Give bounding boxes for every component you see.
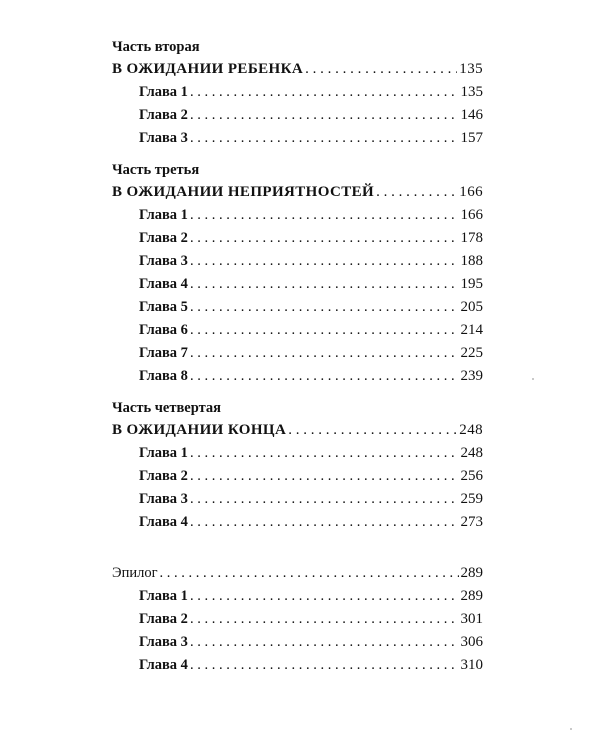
chapter-title: Глава 1: [139, 445, 188, 461]
chapter-title: Глава 4: [139, 657, 188, 673]
dot-leader: [190, 511, 459, 534]
dot-leader: [190, 654, 459, 677]
spacer: [112, 150, 483, 159]
dot-leader: [160, 562, 459, 585]
chapter-title: Глава 8: [139, 368, 188, 384]
page-number: 166: [460, 207, 483, 223]
page-number: 289: [460, 588, 483, 604]
chapter-entry[interactable]: [112, 227, 483, 250]
chapter-title: Глава 4: [139, 276, 188, 292]
dot-leader: [288, 419, 457, 442]
dot-leader: [190, 585, 459, 608]
dot-leader: [190, 488, 459, 511]
dot-leader: [190, 127, 459, 150]
page-number: 188: [460, 253, 483, 269]
dot-leader: [190, 319, 459, 342]
chapter-entry[interactable]: [112, 585, 483, 608]
page-number: 310: [460, 657, 483, 673]
dot-leader: [190, 465, 459, 488]
chapter-entry[interactable]: [112, 127, 483, 150]
dot-leader: [376, 181, 457, 204]
dot-leader: [190, 81, 459, 104]
page-number: 225: [460, 345, 483, 361]
epilog: [112, 562, 483, 677]
page-number: 135: [459, 61, 483, 77]
page-number: 289: [460, 565, 483, 581]
chapter-title: Глава 1: [139, 207, 188, 223]
chapter-entry[interactable]: [112, 442, 483, 465]
dot-leader: [305, 58, 457, 81]
dot-leader: [190, 442, 459, 465]
chapter-entry[interactable]: [112, 342, 483, 365]
table-of-contents: [112, 36, 483, 677]
chapter-entry[interactable]: [112, 204, 483, 227]
chapter-entry[interactable]: [112, 273, 483, 296]
section-title: В ОЖИДАНИИ РЕБЕНКА: [112, 61, 304, 77]
chapter-title: Глава 1: [139, 84, 188, 100]
dot-leader: [190, 273, 459, 296]
dot-leader: [190, 296, 459, 319]
spacer: [112, 534, 483, 562]
chapter-entry[interactable]: [112, 250, 483, 273]
section-title: Эпилог: [112, 565, 158, 581]
section-entry[interactable]: [112, 181, 483, 204]
scan-speck: [532, 378, 534, 380]
chapter-entry[interactable]: [112, 81, 483, 104]
chapter-entry[interactable]: [112, 319, 483, 342]
chapter-title: Глава 7: [139, 345, 188, 361]
section-title: В ОЖИДАНИИ КОНЦА: [112, 422, 287, 438]
section-title: В ОЖИДАНИИ НЕПРИЯТНОСТЕЙ: [112, 184, 375, 200]
scan-speck: [570, 728, 572, 730]
part-four: [112, 397, 483, 534]
page-number: 248: [459, 422, 483, 438]
chapter-entry[interactable]: [112, 631, 483, 654]
chapter-entry[interactable]: [112, 511, 483, 534]
page-number: 146: [460, 107, 483, 123]
chapter-entry[interactable]: [112, 488, 483, 511]
section-entry[interactable]: [112, 562, 483, 585]
chapter-title: Глава 3: [139, 130, 188, 146]
page-number: 205: [460, 299, 483, 315]
dot-leader: [190, 365, 459, 388]
chapter-entry[interactable]: [112, 104, 483, 127]
chapter-title: Глава 3: [139, 491, 188, 507]
dot-leader: [190, 608, 459, 631]
spacer: [112, 388, 483, 397]
page-number: 157: [460, 130, 483, 146]
chapter-entry[interactable]: [112, 365, 483, 388]
section-entry[interactable]: [112, 419, 483, 442]
chapter-title: Глава 2: [139, 230, 188, 246]
page-number: 256: [460, 468, 483, 484]
page-number: 214: [460, 322, 483, 338]
chapter-title: Глава 2: [139, 468, 188, 484]
chapter-title: Глава 4: [139, 514, 188, 530]
part-three: [112, 159, 483, 388]
dot-leader: [190, 250, 459, 273]
dot-leader: [190, 631, 459, 654]
part-two: [112, 36, 483, 150]
dot-leader: [190, 342, 459, 365]
chapter-title: Глава 2: [139, 107, 188, 123]
page-number: 301: [460, 611, 483, 627]
chapter-title: Глава 6: [139, 322, 188, 338]
chapter-entry[interactable]: [112, 608, 483, 631]
page-number: 273: [460, 514, 483, 530]
chapter-title: Глава 3: [139, 634, 188, 650]
part-label: Часть третья: [112, 162, 200, 178]
chapter-entry[interactable]: [112, 654, 483, 677]
chapter-entry[interactable]: [112, 465, 483, 488]
page-number: 259: [460, 491, 483, 507]
chapter-entry[interactable]: [112, 296, 483, 319]
chapter-title: Глава 1: [139, 588, 188, 604]
part-label: Часть вторая: [112, 39, 200, 55]
dot-leader: [190, 104, 459, 127]
page-number: 135: [460, 84, 483, 100]
section-entry[interactable]: [112, 58, 483, 81]
page-number: 239: [460, 368, 483, 384]
chapter-title: Глава 3: [139, 253, 188, 269]
page-number: 195: [460, 276, 483, 292]
page-number: 248: [460, 445, 483, 461]
chapter-title: Глава 5: [139, 299, 188, 315]
chapter-title: Глава 2: [139, 611, 188, 627]
page-number: 306: [460, 634, 483, 650]
page-number: 166: [459, 184, 483, 200]
dot-leader: [190, 204, 459, 227]
part-label: Часть четвертая: [112, 400, 222, 416]
dot-leader: [190, 227, 459, 250]
page-number: 178: [460, 230, 483, 246]
